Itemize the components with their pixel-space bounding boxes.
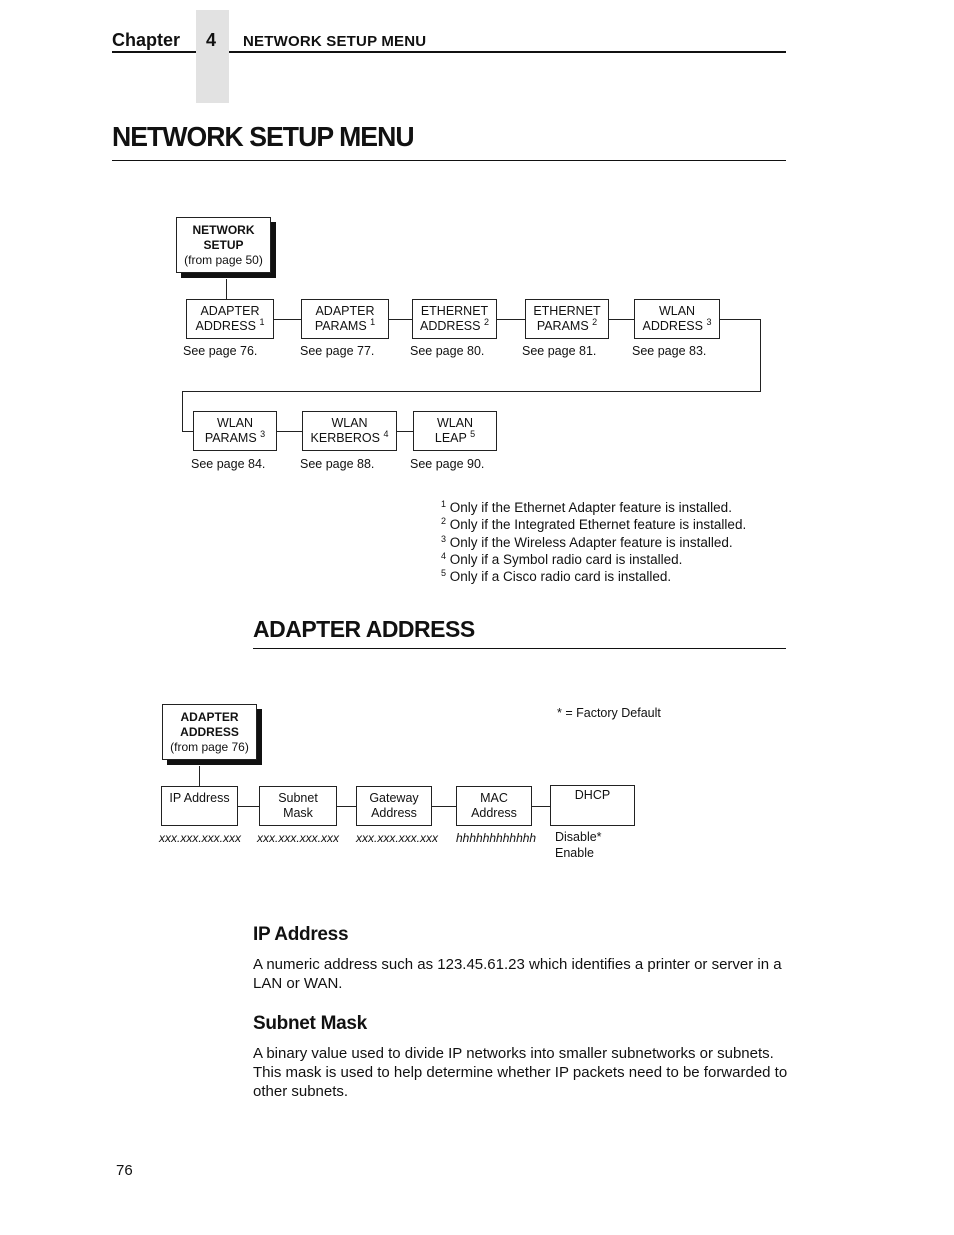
page-reference: See page 84. xyxy=(191,457,266,471)
box-line: SETUP xyxy=(203,237,244,252)
box-line: PARAMS xyxy=(314,319,367,333)
menu-box-wlan-leap xyxy=(413,411,497,451)
footnote-number: 4 xyxy=(441,550,447,561)
page-title: NETWORK SETUP MENU xyxy=(112,121,414,152)
menu-box-wlan-address xyxy=(634,299,720,339)
footnote-ref: 4 xyxy=(383,429,389,439)
running-header-title: NETWORK SETUP MENU xyxy=(243,33,427,50)
box-line: ADDRESS xyxy=(420,319,481,333)
box-line: (from page 76) xyxy=(170,739,249,754)
footnote-ref: 1 xyxy=(370,317,376,327)
box-line: MAC xyxy=(480,791,508,805)
footnote-text: Only if the Wireless Adapter feature is installed. xyxy=(449,534,733,550)
chapter-number: 4 xyxy=(205,30,216,50)
menu-box-wlan-kerberos xyxy=(302,411,397,451)
menu-box-ethernet-address xyxy=(412,299,497,339)
footnote-text: Only if the Integrated Ethernet feature is installed. xyxy=(449,517,747,533)
page-reference: See page 81. xyxy=(522,344,597,358)
dhcp-option-enable: Enable xyxy=(555,846,594,860)
footnote-ref: 2 xyxy=(592,317,598,327)
page-number: 76 xyxy=(116,1162,133,1179)
box-line: PARAMS xyxy=(536,319,589,333)
box-line: IP Address xyxy=(169,791,230,805)
page-reference: See page 83. xyxy=(632,344,707,358)
box-line: Mask xyxy=(283,806,313,820)
footnote-ref: 3 xyxy=(260,429,266,439)
menu-box-adapter-params xyxy=(301,299,389,339)
box-line: Gateway xyxy=(369,791,419,805)
subsection-body-subnet-mask: A binary value used to divide IP networks into smaller subnetworks or subnets. This mask is used to help determine whether IP packets need to be forwarded to other subnets. xyxy=(253,1045,788,1100)
box-line: ADDRESS xyxy=(195,319,256,333)
footnote-text: Only if the Ethernet Adapter feature is installed. xyxy=(449,500,732,515)
connector xyxy=(337,806,356,807)
section-title: ADAPTER ADDRESS xyxy=(253,616,475,642)
subsection-heading-subnet-mask: Subnet Mask xyxy=(253,1013,367,1034)
connector xyxy=(397,431,413,432)
menu-box-ethernet-params xyxy=(525,299,609,339)
box-line: ADDRESS xyxy=(180,724,239,739)
box-line: DHCP xyxy=(574,788,611,802)
value-format: xxx.xxx.xxx.xxx xyxy=(356,831,439,845)
value-format: xxx.xxx.xxx.xxx xyxy=(257,831,340,845)
footnote xyxy=(441,516,746,533)
connector xyxy=(182,391,761,392)
dhcp-option-disable: Disable* xyxy=(555,830,602,844)
header-rule xyxy=(112,51,196,53)
footnote xyxy=(441,551,746,568)
connector xyxy=(720,319,761,320)
footnote-number: 3 xyxy=(441,533,447,544)
connector xyxy=(274,319,301,320)
box-line: ADDRESS xyxy=(642,319,703,333)
box-line: PARAMS xyxy=(204,431,257,445)
connector xyxy=(277,431,302,432)
connector xyxy=(226,279,227,299)
box-line: KERBEROS xyxy=(310,431,380,445)
footnote-number: 5 xyxy=(441,568,447,579)
box-line: ETHERNET xyxy=(533,304,601,318)
value-format: hhhhhhhhhhhh xyxy=(456,831,537,845)
menu-box-wlan-params xyxy=(193,411,277,451)
chapter-label: Chapter xyxy=(112,30,181,50)
page-reference: See page 90. xyxy=(410,457,485,471)
connector xyxy=(497,319,525,320)
page-reference: See page 80. xyxy=(410,344,485,358)
page-reference: See page 76. xyxy=(183,344,258,358)
footnote-text: Only if a Symbol radio card is installed. xyxy=(449,551,683,567)
header-rule xyxy=(229,51,786,53)
footnote xyxy=(441,568,746,585)
adapter-box-subnet-mask xyxy=(259,786,337,826)
box-line: LEAP xyxy=(434,431,467,445)
subsection-heading-ip-address: IP Address xyxy=(253,924,349,945)
box-line: Address xyxy=(371,806,417,820)
footnote-number: 1 xyxy=(441,499,447,509)
chapter-tab-shading xyxy=(196,10,229,103)
box-line: Subnet xyxy=(278,791,318,805)
connector xyxy=(199,766,200,786)
footnote-number: 2 xyxy=(441,516,447,527)
adapter-box-gateway-address xyxy=(356,786,432,826)
adapter-box-ip-address xyxy=(161,786,238,826)
connector xyxy=(182,391,183,431)
value-format: xxx.xxx.xxx.xxx xyxy=(159,831,242,845)
factory-default-note: * = Factory Default xyxy=(557,706,661,720)
connector xyxy=(609,319,634,320)
footnote-ref: 2 xyxy=(483,317,489,327)
page-reference: See page 77. xyxy=(300,344,375,358)
footnote-ref: 3 xyxy=(706,317,712,327)
page-reference: See page 88. xyxy=(300,457,375,471)
connector xyxy=(389,319,412,320)
footnote-ref: 5 xyxy=(470,429,476,439)
network-setup-root-box xyxy=(176,217,271,273)
connector xyxy=(532,806,550,807)
footnote xyxy=(441,499,746,516)
connector xyxy=(432,806,456,807)
box-line: ADAPTER xyxy=(200,304,260,318)
box-line: WLAN xyxy=(216,416,254,430)
subsection-body-ip-address: A numeric address such as 123.45.61.23 which identifies a printer or server in a LAN or WAN. xyxy=(253,956,782,992)
footnote-text: Only if a Cisco radio card is installed. xyxy=(449,569,672,585)
title-rule xyxy=(112,160,786,161)
connector xyxy=(182,431,193,432)
box-line: (from page 50) xyxy=(184,252,263,267)
box-line: ADAPTER xyxy=(180,709,239,724)
box-line: NETWORK xyxy=(192,222,255,237)
footnote-ref: 1 xyxy=(259,317,265,327)
connector xyxy=(760,319,761,391)
section-rule xyxy=(253,648,786,649)
box-line: WLAN xyxy=(658,304,696,318)
box-line: Address xyxy=(471,806,517,820)
adapter-box-dhcp xyxy=(550,785,635,826)
box-line: WLAN xyxy=(331,416,368,430)
box-line: ETHERNET xyxy=(420,304,489,318)
adapter-address-root-box xyxy=(162,704,257,760)
feature-footnotes xyxy=(441,499,746,585)
box-line: ADAPTER xyxy=(315,304,375,318)
footnote xyxy=(441,534,746,551)
menu-box-adapter-address xyxy=(186,299,274,339)
connector xyxy=(238,806,259,807)
adapter-box-mac-address xyxy=(456,786,532,826)
box-line: WLAN xyxy=(436,416,474,430)
